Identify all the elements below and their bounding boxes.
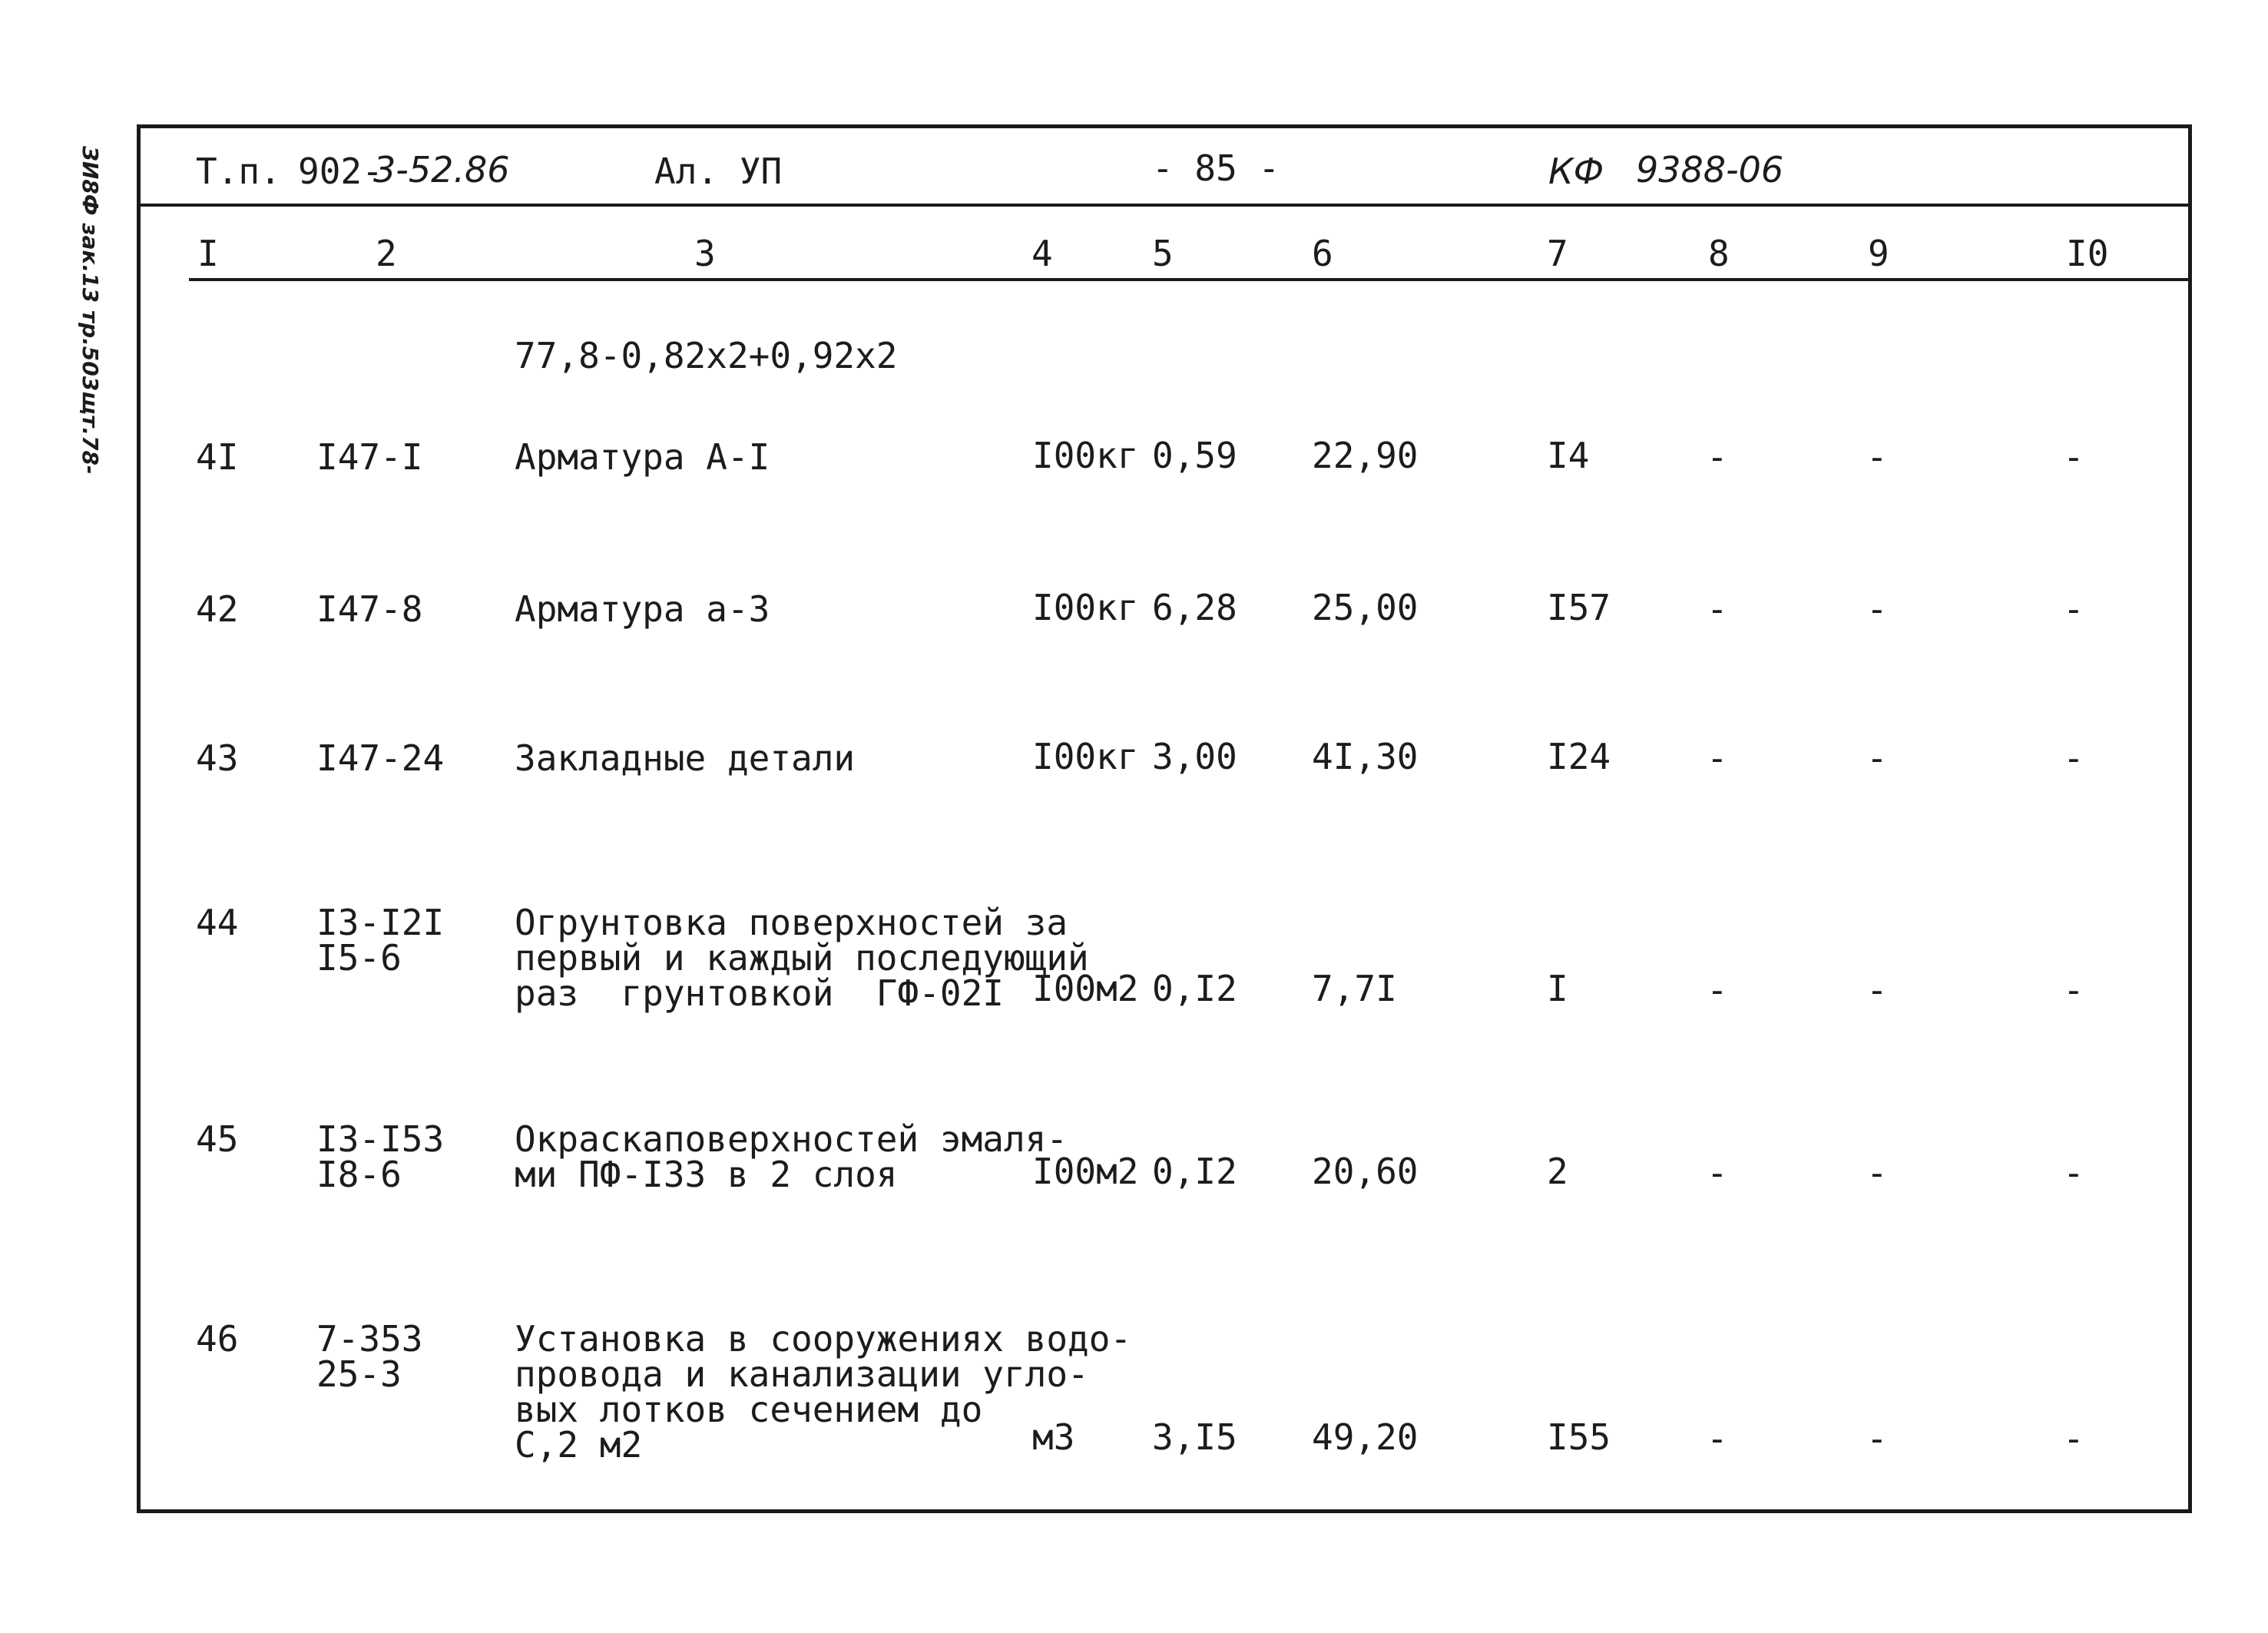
row-col10: - <box>2063 436 2084 478</box>
row-col10: - <box>2063 588 2084 630</box>
row-quantity: 6,28 <box>1152 587 1237 628</box>
row-col8: - <box>1707 436 1728 478</box>
row-quantity: 0,I2 <box>1152 1151 1237 1192</box>
row-code: I3-I53 I8-6 <box>316 1118 445 1195</box>
column-header-6: 6 <box>1312 233 1333 274</box>
row-price: 25,00 <box>1312 587 1419 628</box>
row-description: Окраскаповерхностей эмаля- ми ПФ-I33 в 2 слоя <box>515 1118 1068 1195</box>
row-col7: I55 <box>1547 1416 1611 1458</box>
row-number: 44 <box>196 902 239 943</box>
row-unit: I00кг <box>1032 736 1139 777</box>
row-description: Арматура А-I <box>515 436 770 478</box>
column-header-5: 5 <box>1152 233 1174 274</box>
column-header-7: 7 <box>1547 233 1568 274</box>
row-description: Установка в сооружениях водо- провода и канализации угло- вых лотков сечением до С,2 м2 <box>515 1318 1132 1466</box>
row-number: 46 <box>196 1318 239 1360</box>
row-col8: - <box>1707 1152 1728 1194</box>
row-col8: - <box>1707 969 1728 1011</box>
row-number: 4I <box>196 436 239 478</box>
row-quantity: 3,I5 <box>1152 1416 1237 1458</box>
column-header-9: 9 <box>1868 233 1889 274</box>
row-unit: I00кг <box>1032 587 1139 628</box>
row-description: Огрунтовка поверхностей за первый и каждый последующий раз грунтовкой ГФ-02I <box>515 902 1089 1014</box>
row-col10: - <box>2063 737 2084 779</box>
row-number: 43 <box>196 737 239 779</box>
row-description: Арматура а-3 <box>515 588 770 630</box>
row-col8: - <box>1707 1418 1728 1459</box>
row-price: 7,7I <box>1312 968 1397 1009</box>
row-number: 42 <box>196 588 239 630</box>
side-stamp: ЗИ8Ф зак.13 тр.503щт.78- <box>78 146 103 475</box>
row-code: I47-I <box>316 436 423 478</box>
row-col7: 2 <box>1547 1151 1568 1192</box>
column-header-divider <box>189 278 2188 281</box>
album-label: Ал. УП <box>654 151 783 192</box>
row-price: 22,90 <box>1312 435 1419 476</box>
formula: 77,8-0,82х2+0,92х2 <box>515 335 898 376</box>
row-col9: - <box>1866 436 1888 478</box>
row-code: I3-I2I I5-6 <box>316 902 445 979</box>
row-col9: - <box>1866 1152 1888 1194</box>
row-col8: - <box>1707 737 1728 779</box>
row-price: 4I,30 <box>1312 736 1419 777</box>
kf-number: 9388-06 <box>1636 149 1784 190</box>
row-price: 20,60 <box>1312 1151 1419 1192</box>
row-price: 49,20 <box>1312 1416 1419 1458</box>
column-header-8: 8 <box>1708 233 1730 274</box>
row-unit: I00м2 <box>1032 968 1139 1009</box>
column-header-2: 2 <box>376 233 397 274</box>
row-col10: - <box>2063 1152 2084 1194</box>
row-code: 7-353 25-3 <box>316 1318 423 1395</box>
row-col7: I <box>1547 968 1568 1009</box>
row-col10: - <box>2063 1418 2084 1459</box>
row-code: I47-24 <box>316 737 445 779</box>
header-divider <box>141 204 2188 207</box>
row-quantity: 0,I2 <box>1152 968 1237 1009</box>
row-description: Закладные детали <box>515 737 856 779</box>
row-col9: - <box>1866 737 1888 779</box>
column-header-10: I0 <box>2066 233 2109 274</box>
tp-label: Т.п. <box>196 151 281 192</box>
tp-code: 902- <box>298 151 383 192</box>
column-header-1: I <box>197 233 219 274</box>
row-unit: м3 <box>1032 1416 1075 1458</box>
row-col10: - <box>2063 969 2084 1011</box>
row-col7: I24 <box>1547 736 1611 777</box>
row-quantity: 3,00 <box>1152 736 1237 777</box>
kf-label: КФ <box>1548 151 1604 192</box>
row-col7: I4 <box>1547 435 1590 476</box>
column-header-4: 4 <box>1031 233 1053 274</box>
row-col7: I57 <box>1547 587 1611 628</box>
row-col9: - <box>1866 969 1888 1011</box>
document-frame <box>137 124 2192 1513</box>
column-header-3: 3 <box>694 233 716 274</box>
row-quantity: 0,59 <box>1152 435 1237 476</box>
row-code: I47-8 <box>316 588 423 630</box>
page-number: - 85 - <box>1152 147 1280 189</box>
row-col9: - <box>1866 588 1888 630</box>
tp-code-handwritten: 3-52.86 <box>373 149 510 190</box>
row-col8: - <box>1707 588 1728 630</box>
row-unit: I00кг <box>1032 435 1139 476</box>
row-number: 45 <box>196 1118 239 1160</box>
row-unit: I00м2 <box>1032 1151 1139 1192</box>
row-col9: - <box>1866 1418 1888 1459</box>
